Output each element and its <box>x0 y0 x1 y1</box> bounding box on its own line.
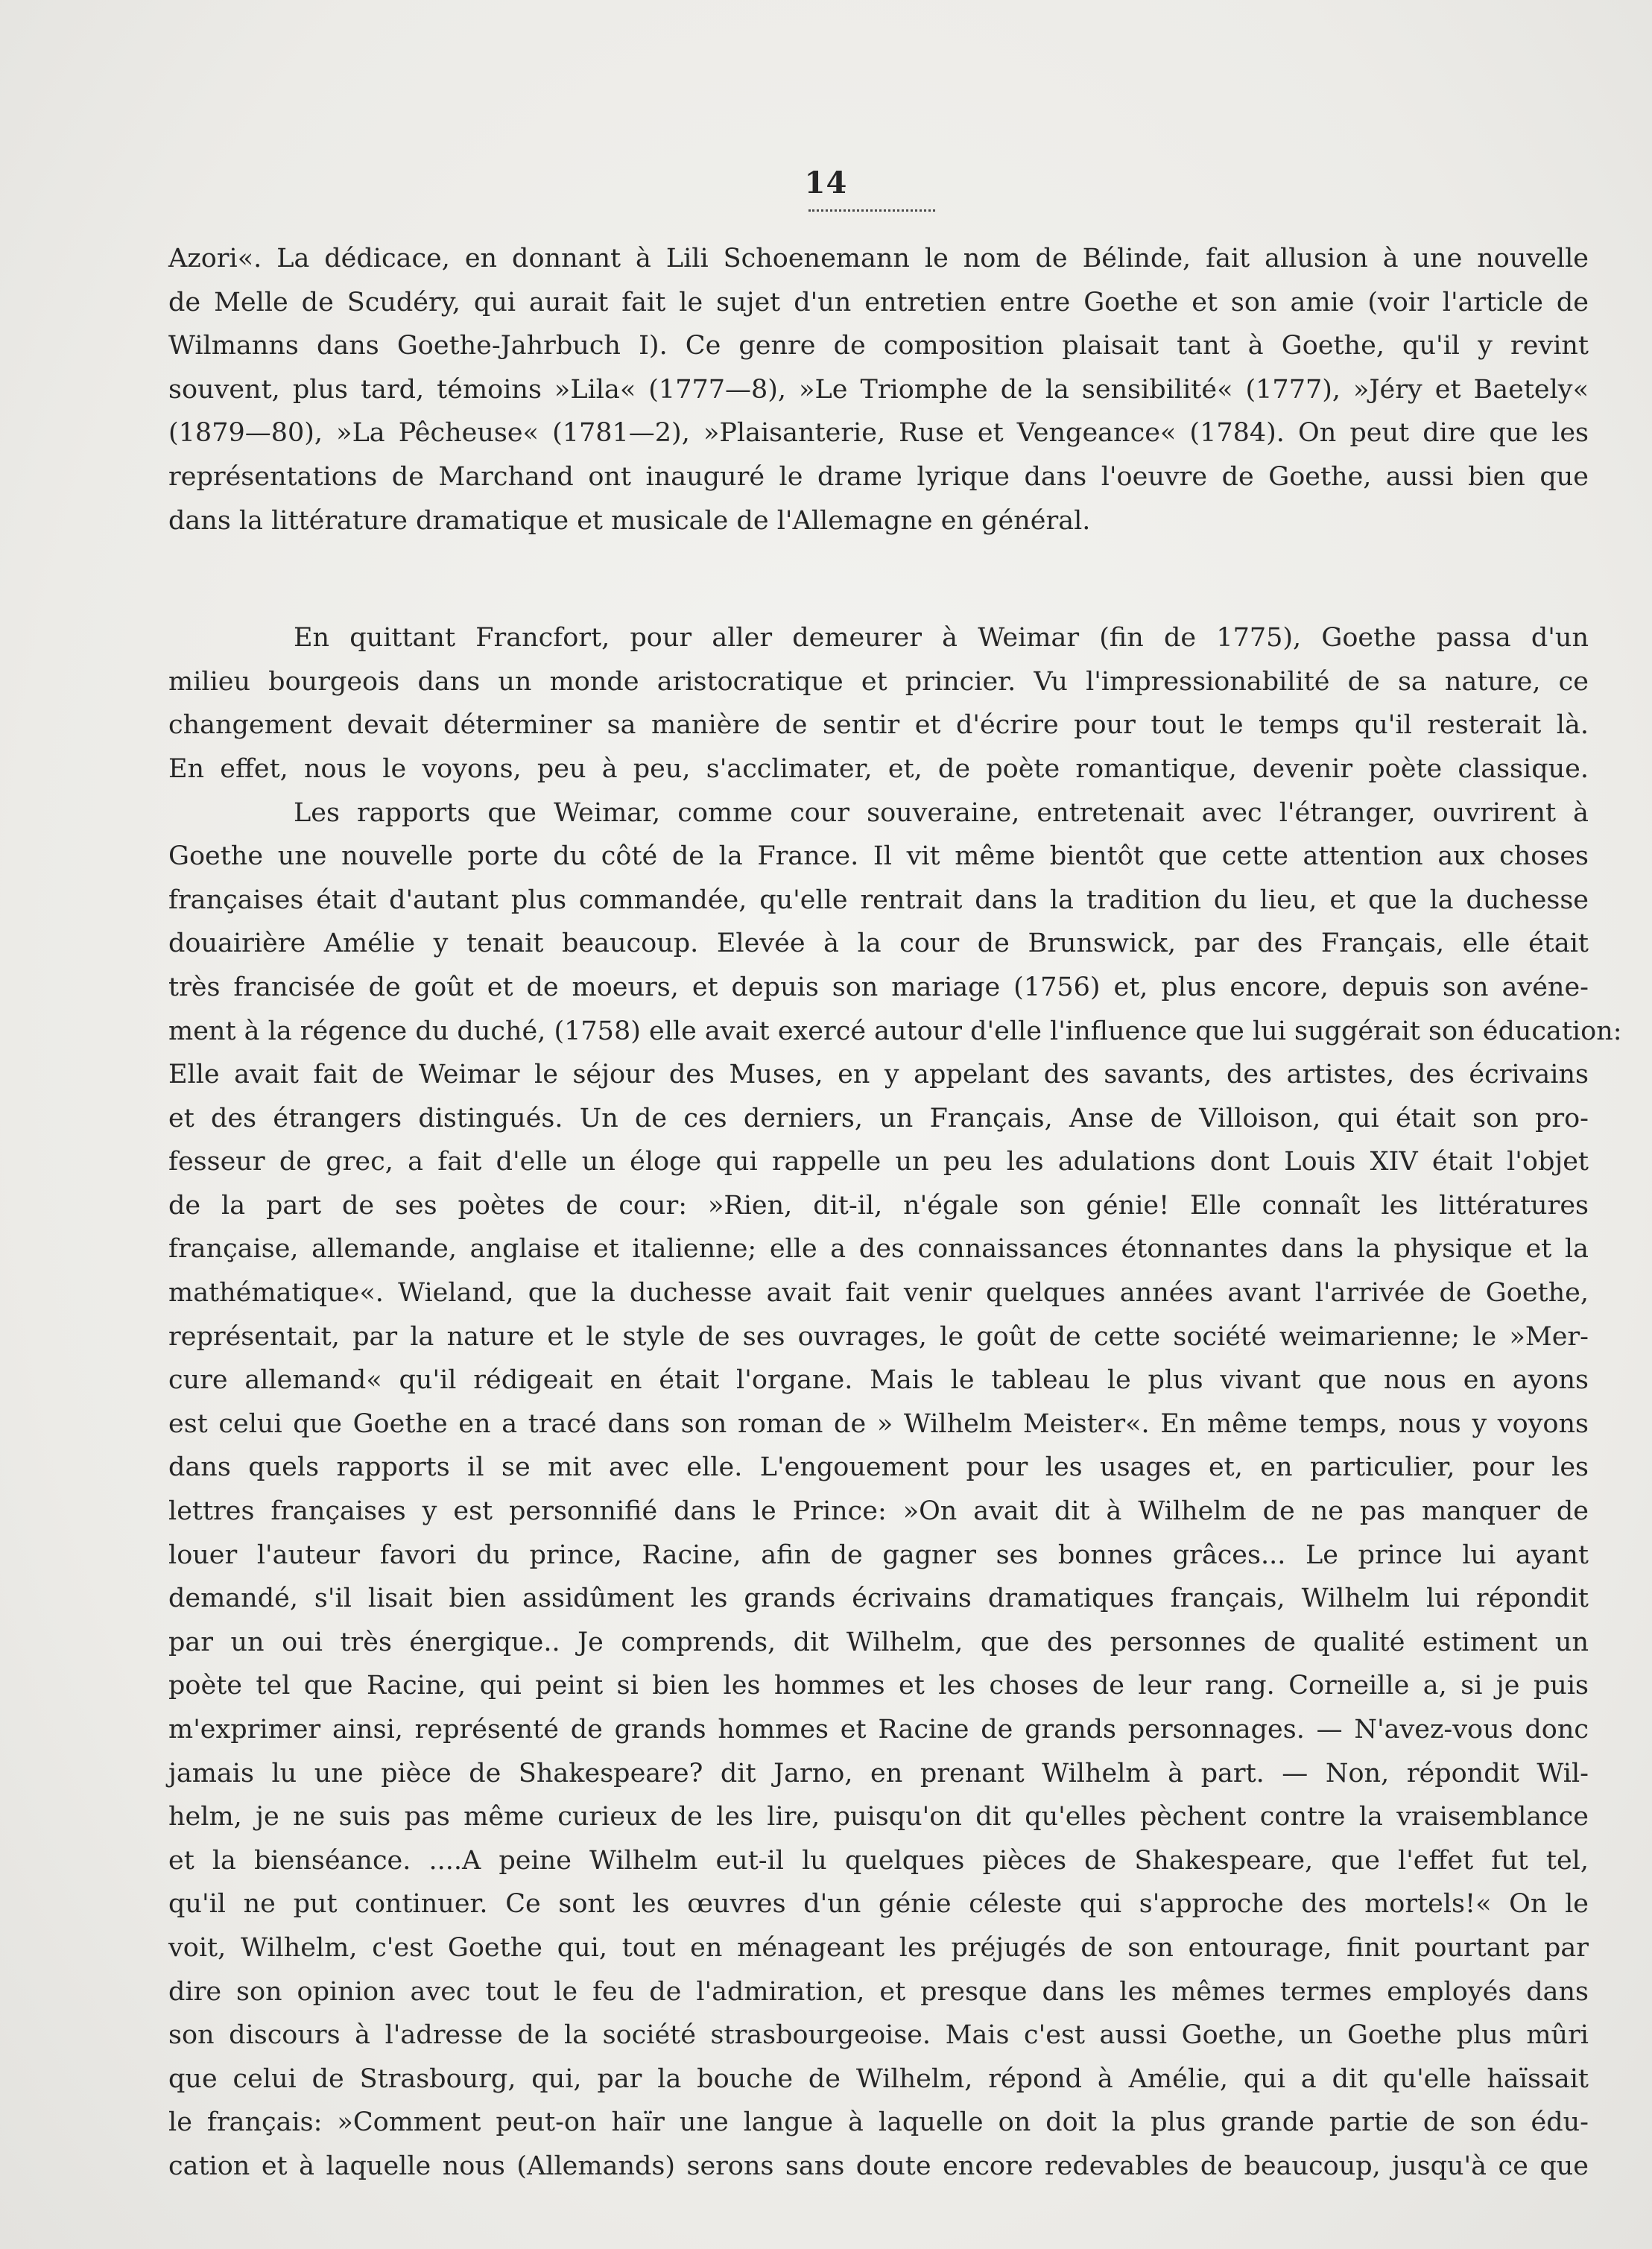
text-line: très francisée de goût et de moeurs, et depuis son mariage (1756) et, plus encore, depuis son avéne- <box>168 972 1589 1002</box>
text-line: et la bienséance. ....A peine Wilhelm eut-il lu quelques pièces de Shakespeare, que l'effet fut tel, <box>168 1845 1589 1876</box>
text-line: françaises était d'autant plus commandée, qu'elle rentrait dans la tradition du lieu, et que la duchesse <box>168 885 1589 915</box>
text-line: voit, Wilhelm, c'est Goethe qui, tout en ménageant les préjugés de son entourage, finit pourtant par <box>168 1932 1589 1963</box>
text-line: mathématique«. Wieland, que la duchesse avait fait venir quelques années avant l'arrivée de Goethe, <box>168 1278 1589 1309</box>
text-line: En effet, nous le voyons, peu à peu, s'acclimater, et, de poète romantique, devenir poète classique. <box>168 753 1589 784</box>
text-line: poète tel que Racine, qui peint si bien les hommes et les choses de leur rang. Corneille a, si je puis <box>168 1671 1589 1701</box>
page-number: 14 <box>804 165 848 200</box>
text-line: souvent, plus tard, témoins »Lila« (1777—8), »Le Triomphe de la sensibilité« (1777), »Jéry et Baetely« <box>168 374 1589 405</box>
text-line: helm, je ne suis pas même curieux de les lire, puisqu'on dit qu'elles pèchent contre la vraisemblance <box>168 1802 1589 1832</box>
text-line: douairière Amélie y tenait beaucoup. Elevée à la cour de Brunswick, par des Français, elle était <box>168 929 1589 959</box>
text-line: représentations de Marchand ont inauguré le drame lyrique dans l'oeuvre de Goethe, aussi bien que <box>168 461 1589 492</box>
text-line: par un oui très énergique.. Je comprends, dit Wilhelm, que des personnes de qualité estiment un <box>168 1627 1589 1657</box>
paragraph-2 <box>168 616 1589 791</box>
page-number-ornament <box>808 205 935 212</box>
text-line: ment à la régence du duché, (1758) elle avait exercé autour d'elle l'influence que lui suggérait son éducation: <box>168 1016 1622 1046</box>
text-line: jamais lu une pièce de Shakespeare? dit Jarno, en prenant Wilhelm à part. — Non, répondit Wil- <box>168 1758 1589 1788</box>
text-line: de la part de ses poètes de cour: »Rien, dit-il, n'égale son génie! Elle connaît les littératures <box>168 1190 1589 1221</box>
text-line: changement devait déterminer sa manière de sentir et d'écrire pour tout le temps qu'il resterait là. <box>168 710 1589 741</box>
text-line: et des étrangers distingués. Un de ces derniers, un Français, Anse de Villoison, qui était son pro- <box>168 1103 1589 1133</box>
text-line: Les rapports que Weimar, comme cour souveraine, entretenait avec l'étranger, ouvrirent à <box>294 797 1589 828</box>
text-line: qu'il ne put continuer. Ce sont les œuvres d'un génie céleste qui s'approche des mortels!« On le <box>168 1889 1589 1920</box>
text-line: française, allemande, anglaise et italienne; elle a des connaissances étonnantes dans la physique et la <box>168 1234 1589 1265</box>
text-line: Elle avait fait de Weimar le séjour des Muses, en y appelant des savants, des artistes, des écrivains <box>168 1060 1589 1090</box>
text-line: représentait, par la nature et le style de ses ouvrages, le goût de cette société weimarienne; le »Mer- <box>168 1321 1589 1352</box>
text-line: est celui que Goethe en a tracé dans son roman de » Wilhelm Meister«. En même temps, nous y voyons <box>168 1408 1589 1439</box>
paragraph-1 <box>168 237 1589 543</box>
text-line: dans quels rapports il se mit avec elle. L'engouement pour les usages et, en particulier, pour les <box>168 1452 1589 1483</box>
text-line: cure allemand« qu'il rédigeait en était l'organe. Mais le tableau le plus vivant que nous en ayons <box>168 1365 1589 1396</box>
text-line: En quittant Francfort, pour aller demeurer à Weimar (fin de 1775), Goethe passa d'un <box>294 623 1589 654</box>
text-line: (1879—80), »La Pêcheuse« (1781—2), »Plaisanterie, Ruse et Vengeance« (1784). On peut dire que les <box>168 418 1589 449</box>
text-line: dire son opinion avec tout le feu de l'admiration, et presque dans les mêmes termes employés dans <box>168 1976 1589 2007</box>
text-line: Azori«. La dédicace, en donnant à Lili Schoenemann le nom de Bélinde, fait allusion à une nouvelle <box>168 244 1589 273</box>
paragraph-3 <box>168 791 1622 2189</box>
text-line: m'exprimer ainsi, représenté de grands hommes et Racine de grands personnages. — N'avez-vous donc <box>168 1715 1589 1745</box>
text-line: Goethe une nouvelle porte du côté de la France. Il vit même bientôt que cette attention aux choses <box>168 841 1589 872</box>
text-line: le français: »Comment peut-on haïr une langue à laquelle on doit la plus grande partie de son édu- <box>168 2107 1589 2138</box>
body-text <box>168 237 1622 2189</box>
text-line: milieu bourgeois dans un monde aristocratique et princier. Vu l'impressionabilité de sa nature, ce <box>168 666 1589 697</box>
text-line: Wilmanns dans Goethe-Jahrbuch I). Ce genre de composition plaisait tant à Goethe, qu'il y revint <box>168 331 1589 361</box>
text-line: de Melle de Scudéry, qui aurait fait le sujet d'un entretien entre Goethe et son amie (voir l'article de <box>168 287 1589 317</box>
text-line: lettres françaises y est personnifié dans le Prince: »On avait dit à Wilhelm de ne pas manquer de <box>168 1496 1589 1527</box>
text-line: louer l'auteur favori du prince, Racine, afin de gagner ses bonnes grâces... Le prince lui ayant <box>168 1540 1589 1570</box>
text-line: dans la littérature dramatique et musicale de l'Allemagne en général. <box>168 505 1091 536</box>
text-line: cation et à laquelle nous (Allemands) serons sans doute encore redevables de beaucoup, jusqu'à ce que <box>168 2151 1589 2181</box>
text-line: demandé, s'il lisait bien assidûment les grands écrivains dramatiques français, Wilhelm lui répondit <box>168 1584 1589 1614</box>
paragraph-gap <box>168 543 1589 616</box>
text-line: son discours à l'adresse de la société strasbourgeoise. Mais c'est aussi Goethe, un Goethe plus mûri <box>168 2020 1589 2051</box>
text-line: que celui de Strasbourg, qui, par la bouche de Wilhelm, répond à Amélie, qui a dit qu'elle haïssait <box>168 2063 1589 2094</box>
text-line: fesseur de grec, a fait d'elle un éloge qui rappelle un peu les adulations dont Louis XIV était l'objet <box>168 1147 1589 1177</box>
